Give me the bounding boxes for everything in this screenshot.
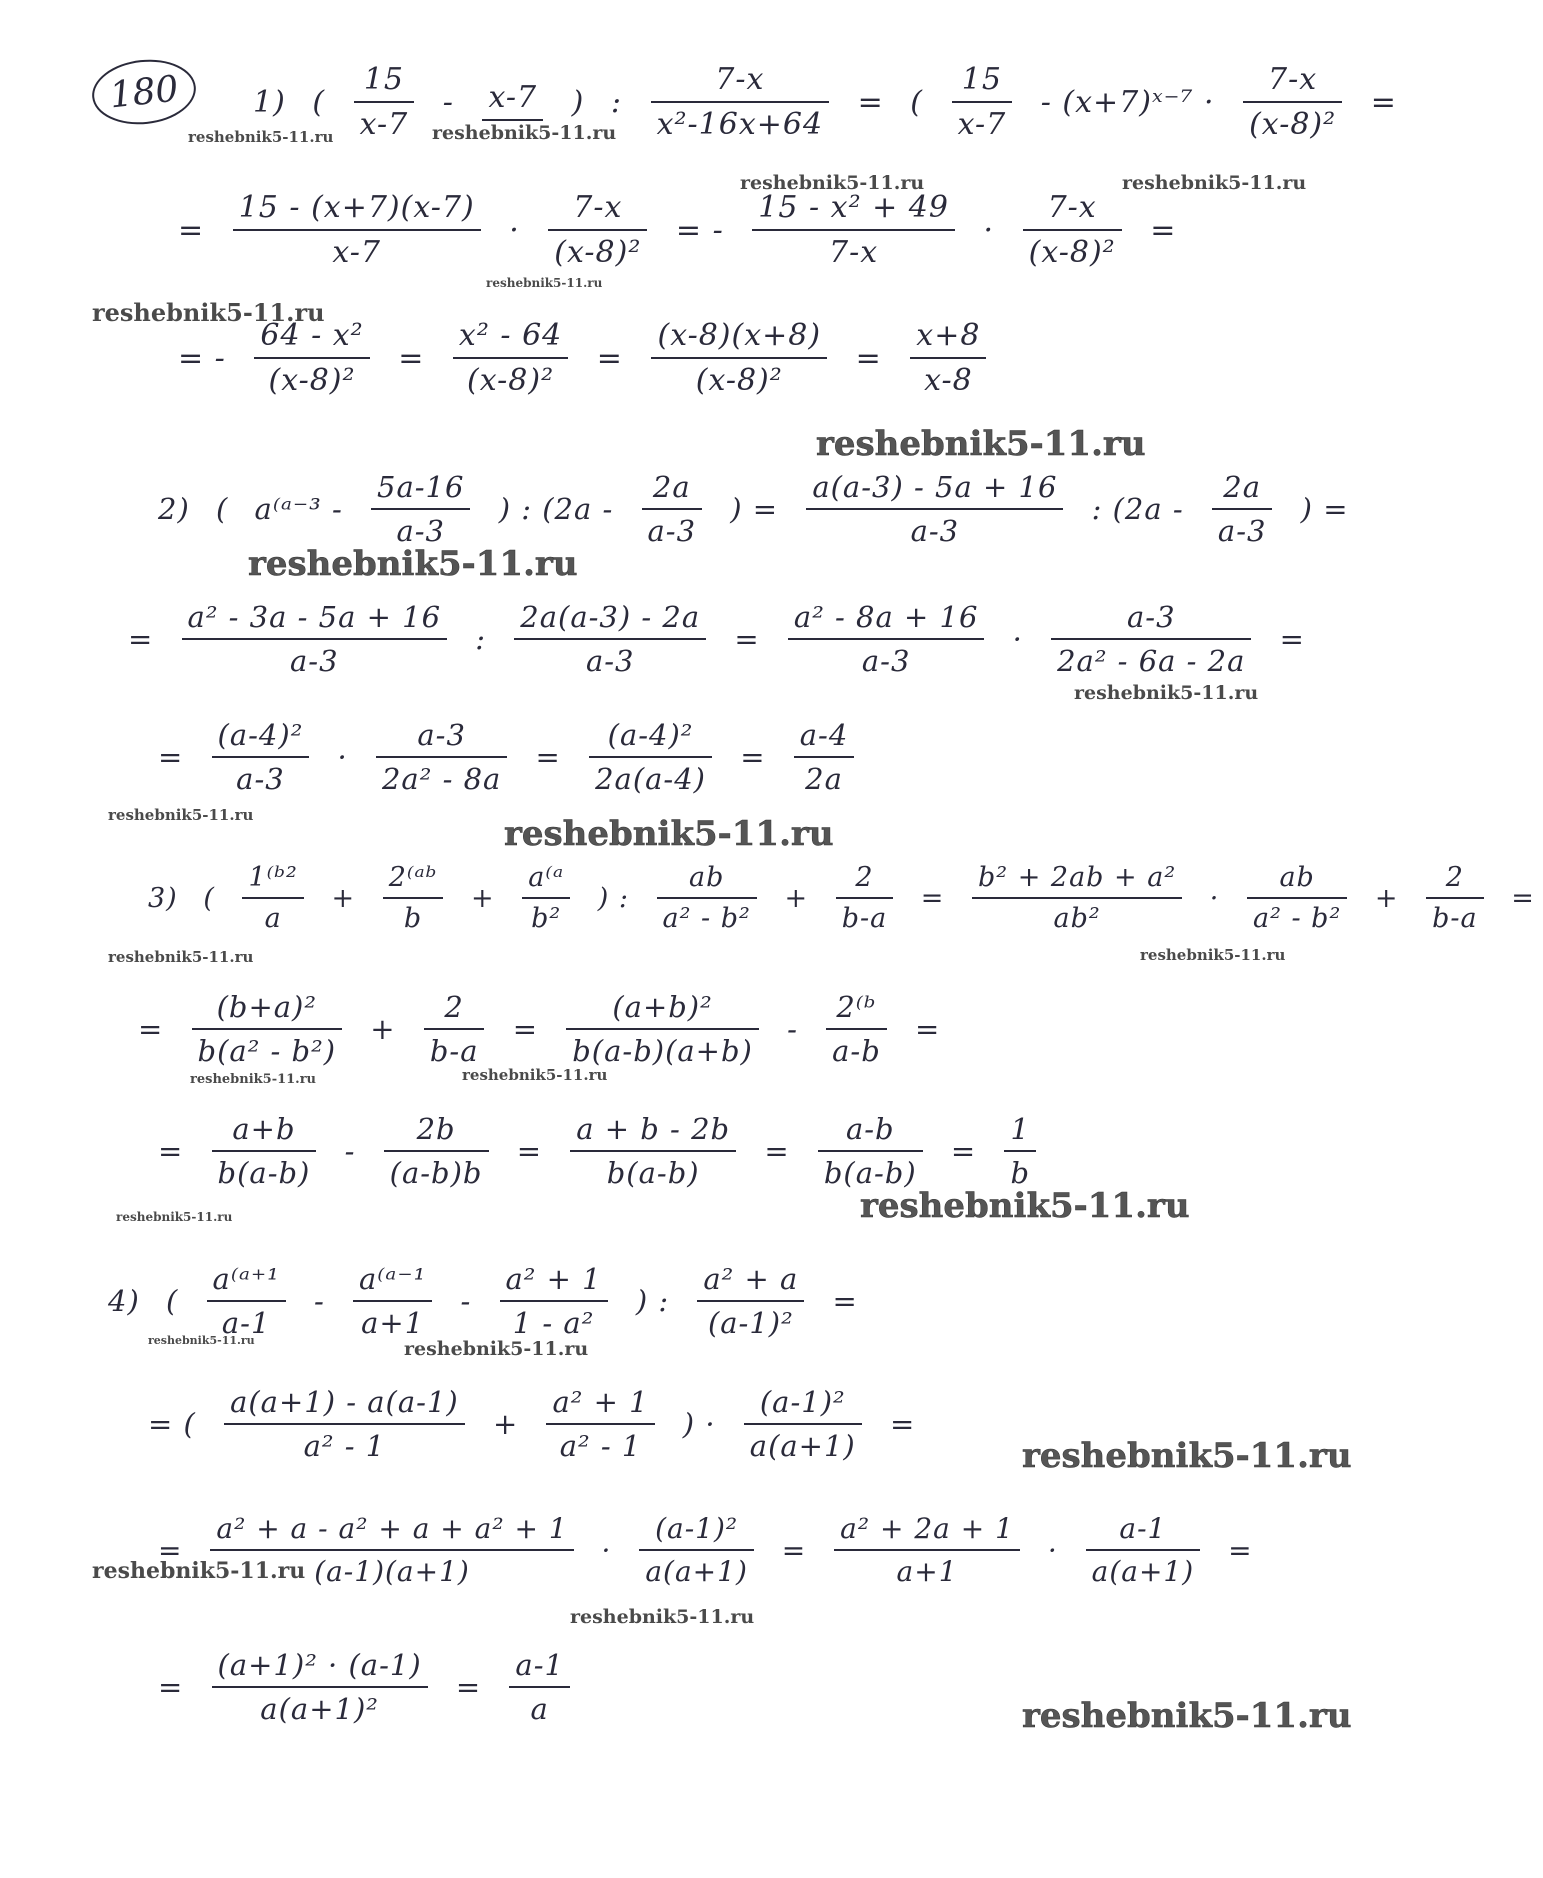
paren-open: ( [203,882,215,914]
operator: ) · [682,1407,716,1441]
fraction: $\frac{2}{b-a}$ [424,990,485,1068]
p2-label: 2) [158,492,190,526]
fraction: $\frac{\text{1⁽ᵇ²}}{a}$ [242,862,303,934]
operator: = [138,1012,164,1046]
p4-line2 [140,1385,923,1463]
fraction: $\frac{\text{(a+1)² · (a-1)}}{\text{a(a+1)²}}$ [212,1648,428,1726]
watermark: reshebnik5-11.ru [486,276,603,290]
p2-line2 [120,600,1313,678]
operator: = [1228,1533,1253,1567]
fraction: $\frac{\text{(b+a)²}}{\text{b(a² - b²)}}$ [192,990,343,1068]
fraction: $\frac{2b}{(a-b)b}$ [384,1112,489,1190]
operator: = [1370,84,1397,120]
operator: - [344,1134,356,1168]
operator: · [1012,622,1023,656]
watermark: reshebnik5-11.ru [1122,172,1307,194]
fraction: $\frac{7-x}{\text{(x-8)²}}$ [1243,62,1342,142]
operator: = [734,622,760,656]
fraction: $\frac{\text{(a-4)²}}{2a(a-4)}$ [589,718,712,796]
operator: · [983,212,995,248]
fraction: $\frac{\text{a² + 1}}{\text{1 - a²}}$ [500,1262,608,1340]
watermark: reshebnik5-11.ru [740,172,925,194]
p4-line3 [150,1512,1261,1588]
watermark: reshebnik5-11.ru [432,122,617,144]
operator: = ( [148,1407,196,1441]
p4-line1 [100,1262,866,1340]
fraction: $\frac{\text{x² - 64}}{\text{(x-8)²}}$ [453,318,568,398]
fraction: $\frac{x+8}{x-8}$ [910,318,986,398]
fraction: $\frac{\text{b² + 2ab + a²}}{\text{ab²}}$ [972,862,1182,934]
fraction: $\frac{a-b}{b(a-b)}$ [818,1112,923,1190]
operator: = [158,740,184,774]
operator: - [313,1284,325,1318]
fraction: $\frac{a-3}{\text{2a² - 6a - 2a}}$ [1051,600,1251,678]
fraction: $\frac{2a}{a-3}$ [642,470,703,548]
watermark: reshebnik5-11.ru [462,1066,608,1084]
operator: ) = [1300,492,1349,526]
fraction: $\frac{7-x}{\text{(x-8)²}}$ [1023,190,1122,270]
fraction: $\frac{2a(a-3) - 2a}{a-3}$ [514,600,706,678]
fraction: $\frac{1}{b}$ [1004,1112,1036,1190]
fraction: $\frac{\text{a⁽ᵃ⁻¹}}{a+1}$ [353,1262,432,1340]
operator: = [512,1012,539,1046]
watermark: reshebnik5-11.ru [570,1606,755,1628]
p1-label: 1) [253,84,286,120]
operator: · [509,212,520,248]
fraction: $\frac{\text{a⁽ᵃ⁺¹}}{a-1}$ [207,1262,286,1340]
p3-line3 [150,1112,1046,1190]
problem-number: 180 [89,55,199,130]
operator: = [535,740,561,774]
watermark: reshebnik5-11.ru [504,814,834,854]
operator: - [787,1012,798,1046]
fraction: $\frac{ab}{\text{a² - b²}}$ [657,862,757,934]
watermark: reshebnik5-11.ru [108,948,254,966]
fraction: $\frac{a-1}{a}$ [509,1648,570,1726]
operator: = - [675,212,724,248]
watermark: reshebnik5-11.ru [1022,1696,1352,1736]
operator: = - [178,340,226,376]
fraction: $\frac{15}{x-7}$ [952,62,1013,142]
fraction: $\frac{\text{64 - x²}}{\text{(x-8)²}}$ [254,318,369,398]
operator: : [610,84,623,120]
paren-open: ( [165,1284,179,1318]
operator: ) : (2a - [498,492,614,526]
fraction: $\frac{\text{a² + a}}{\text{(a-1)²}}$ [697,1262,804,1340]
paren-open: ( [910,84,924,120]
fraction: $\frac{\text{a⁽ᵃ}}{\text{b²}}$ [522,862,570,934]
operator: = [914,1012,941,1046]
watermark: reshebnik5-11.ru [108,806,254,824]
watermark: reshebnik5-11.ru [404,1338,589,1360]
operator: = [158,1134,184,1168]
operator: = [596,340,623,376]
watermark: reshebnik5-11.ru [190,1072,317,1087]
operator: + [331,882,356,914]
fraction: $\frac{a-1}{a(a+1)}$ [1086,1512,1201,1588]
operator: · [1209,882,1220,914]
operator: = [1511,882,1535,914]
operator: · [337,740,348,774]
watermark: reshebnik5-11.ru [1074,682,1259,704]
fraction: $\frac{7-x}{\text{(x-8)²}}$ [548,190,647,270]
operator: · [1047,1533,1058,1567]
fraction: $\frac{a(a-3) - 5a + 16}{a-3}$ [806,470,1063,548]
operator: = [740,740,766,774]
operator: - (x+7)ˣ⁻⁷ · [1040,84,1215,120]
p2-line3 [150,718,864,796]
operator: a⁽ᵃ⁻³ - [254,492,343,526]
watermark: reshebnik5-11.ru [816,424,1146,464]
fraction: $\frac{ab}{\text{a² - b²}}$ [1247,862,1347,934]
fraction: $\frac{\text{(a-1)²}}{a(a+1)}$ [639,1512,754,1588]
fraction: $\frac{(x-8)(x+8)}{\text{(x-8)²}}$ [651,318,827,398]
fraction: $\frac{15}{x-7}$ [354,62,415,142]
fraction: $\frac{\text{a² + 1}}{\text{a² - 1}}$ [546,1385,654,1463]
watermark: reshebnik5-11.ru [248,544,578,584]
p4-label: 4) [108,1284,140,1318]
fraction: $\frac{\text{2⁽ᵃᵇ}}{b}$ [383,862,444,934]
fraction: $\frac{\text{(a-1)²}}{a(a+1)}$ [744,1385,862,1463]
operator: = [398,340,425,376]
fraction: x-7 [482,80,543,125]
watermark: reshebnik5-11.ru [148,1334,255,1347]
fraction: $\frac{7-x}{\text{x²-16x+64}}$ [651,62,830,142]
p2-line1 [150,470,1357,548]
operator: ) : [635,1284,670,1318]
fraction: $\frac{a+b}{b(a-b)}$ [212,1112,317,1190]
fraction: $\frac{2}{b-a}$ [1426,862,1484,934]
operator: + [370,1012,396,1046]
fraction: $\frac{\text{a² - 3a - 5a + 16}}{a-3}$ [182,600,448,678]
operator: + [784,882,809,914]
p4-line4 [150,1648,580,1726]
operator: = [855,340,882,376]
fraction: $\frac{\text{a² + a - a² + a + a² + 1}}{(a-1)(a+1)}$ [210,1512,573,1588]
fraction: $\frac{2a}{a-3}$ [1212,470,1273,548]
watermark: reshebnik5-11.ru [860,1186,1190,1226]
operator: = [950,1134,977,1168]
paren-open: ( [215,492,229,526]
p3-line1 [140,862,1543,934]
p3-line2 [130,990,948,1068]
watermark: reshebnik5-11.ru [1140,946,1286,964]
operator: = [1150,212,1177,248]
fraction: $\frac{a-4}{2a}$ [794,718,855,796]
fraction: $\frac{a + b - 2b}{b(a-b)}$ [570,1112,736,1190]
p1-line2 [170,190,1184,270]
p1-line3 [170,318,996,398]
operator: = [158,1670,184,1704]
fraction: $\frac{a-3}{\text{2a² - 8a}}$ [376,718,507,796]
operator: : [475,622,487,656]
watermark: reshebnik5-11.ru [116,1210,233,1224]
operator: + [492,1407,519,1441]
operator: = [764,1134,790,1168]
operator: = [889,1407,916,1441]
fraction: $\frac{\text{a² - 8a + 16}}{a-3}$ [788,600,985,678]
p3-label: 3) [148,882,178,914]
fraction: $\frac{\text{a² + 2a + 1}}{a+1}$ [834,1512,1020,1588]
operator: - [442,84,454,120]
operator: = [455,1670,482,1704]
operator: = [857,84,884,120]
watermark: reshebnik5-11.ru [92,1558,306,1584]
fraction: $\frac{5a-16}{a-3}$ [371,470,470,548]
operator: = [1279,622,1305,656]
fraction: $\frac{\text{2⁽ᵇ}}{a-b}$ [826,990,887,1068]
operator: = [832,1284,858,1318]
paren-open: ( [312,84,326,120]
operator: = [920,882,945,914]
fraction: $\frac{15 - (x+7)(x-7)}{x-7}$ [233,190,481,270]
operator: ) : [597,882,629,914]
fraction: $\frac{\text{(a+b)²}}{b(a-b)(a+b)}$ [566,990,759,1068]
operator: · [601,1533,612,1567]
paren-close: ) [571,84,585,120]
fraction: $\frac{2}{b-a}$ [836,862,894,934]
fraction: $\frac{\text{15 - x² + 49}}{7-x}$ [752,190,955,270]
operator: + [1374,882,1399,914]
operator: - [460,1284,472,1318]
watermark: reshebnik5-11.ru [188,128,334,146]
watermark: reshebnik5-11.ru [92,298,325,327]
operator: + [471,882,495,914]
watermark: reshebnik5-11.ru [1022,1436,1352,1476]
fraction: $\frac{\text{(a-4)²}}{a-3}$ [212,718,310,796]
fraction: $\frac{a(a+1) - a(a-1)}{\text{a² - 1}}$ [224,1385,465,1463]
operator: = [158,1533,183,1567]
operator: = [128,622,154,656]
operator: = [781,1533,807,1567]
operator: = [516,1134,543,1168]
operator: = [178,212,205,248]
p1-line1 [245,62,1405,142]
operator: : (2a - [1091,492,1184,526]
operator: ) = [730,492,779,526]
